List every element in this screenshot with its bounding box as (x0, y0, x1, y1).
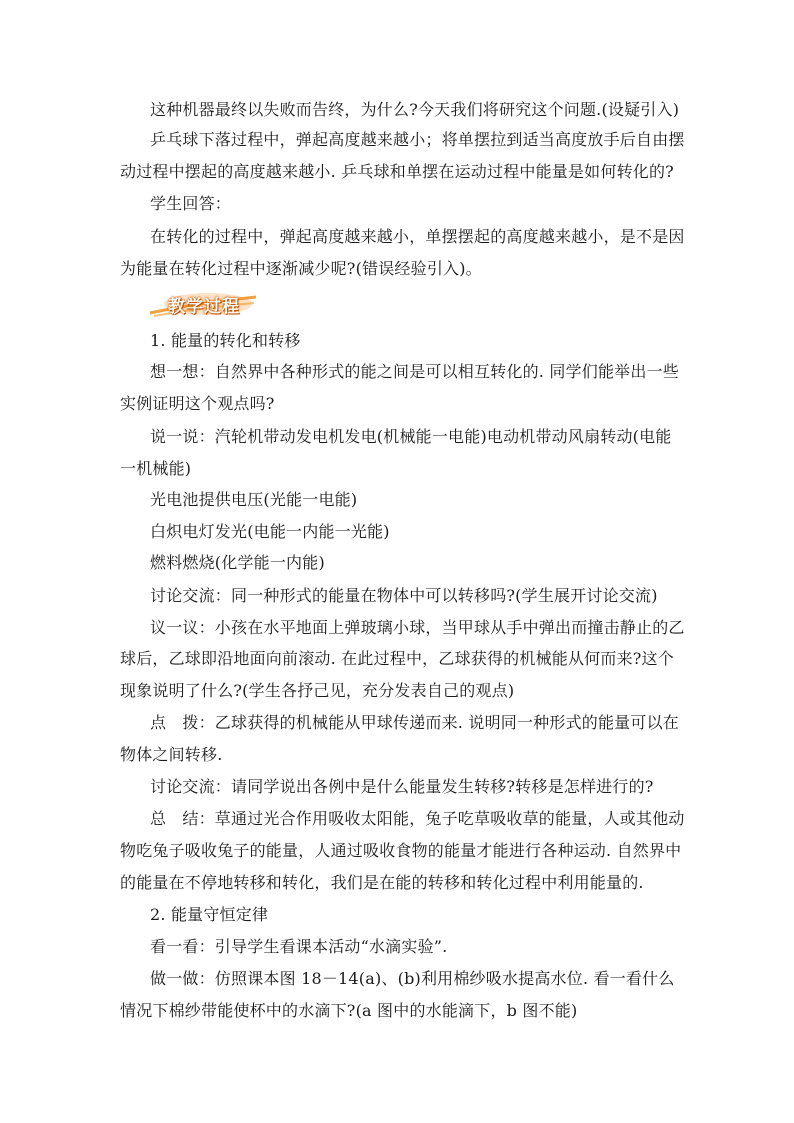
s1-line-4: 一机械能) (120, 459, 192, 478)
s1-line-9: 议一议：小孩在水平地面上弹玻璃小球，当甲球从手中弹出而撞击静止的乙 (150, 618, 685, 637)
s2-line-3: 情况下棉纱带能使杯中的水滴下?(a 图中的水能滴下，b 图不能) (120, 1001, 578, 1020)
s2-line-1: 看一看：引导学生看课本活动“水滴实验”. (150, 937, 448, 956)
s1-line-7: 燃料燃烧(化学能一内能) (150, 553, 325, 572)
intro-line-3: 动过程中摆起的高度越来越小. 乒乓球和单摆在运动过程中能量是如何转化的? (120, 162, 674, 181)
section-badge-label: 教学过程 (168, 297, 240, 317)
s1-line-13: 物体之间转移. (120, 745, 223, 764)
s1-line-3: 说一说：汽轮机带动发电机发电(机械能一电能)电动机带动风扇转动(电能 (150, 427, 672, 446)
s1-line-11: 现象说明了什么?(学生各抒己见，充分发表自己的观点) (120, 681, 515, 700)
s1-line-12: 点 拨：乙球获得的机械能从甲球传递而来. 说明同一种形式的能量可以在 (150, 713, 679, 732)
s1-line-6: 白炽电灯发光(电能一内能一光能) (150, 522, 390, 541)
s1-line-16: 物吃兔子吸收兔子的能量，人通过吸收食物的能量才能进行各种运动. 自然界中 (120, 841, 682, 860)
intro-line-6: 为能量在转化过程中逐渐减少呢?(错误经验引入)。 (120, 259, 482, 278)
s1-line-17: 的能量在不停地转移和转化，我们是在能的转移和转化过程中利用能量的. (120, 873, 644, 892)
s1-line-2: 实例证明这个观点吗? (120, 394, 275, 413)
section-2-title: 2. 能量守恒定律 (150, 905, 269, 924)
intro-line-5: 在转化的过程中，弹起高度越来越小，单摆摆起的高度越来越小，是不是因 (150, 227, 685, 246)
s1-line-5: 光电池提供电压(光能一电能) (150, 490, 358, 509)
s1-line-10: 球后，乙球即沿地面向前滚动. 在此过程中，乙球获得的机械能从何而来?这个 (120, 649, 674, 668)
s1-line-14: 讨论交流：请同学说出各例中是什么能量发生转移?转移是怎样进行的? (150, 777, 654, 796)
s1-line-8: 讨论交流：同一种形式的能量在物体中可以转移吗?(学生展开讨论交流) (150, 586, 658, 605)
s1-line-1: 想一想：自然界中各种形式的能之间是可以相互转化的. 同学们能举出一些 (150, 362, 679, 381)
s1-line-15: 总 结：草通过光合作用吸收太阳能，兔子吃草吸收草的能量，人或其他动 (150, 809, 685, 828)
intro-line-1: 这种机器最终以失败而告终，为什么?今天我们将研究这个问题.(设疑引入) (150, 100, 680, 119)
intro-line-2: 乒乓球下落过程中，弹起高度越来越小；将单摆拉到适当高度放手后自由摆 (150, 130, 685, 149)
intro-line-4: 学生回答： (150, 194, 232, 213)
section-badge (148, 291, 258, 317)
section-1-title: 1. 能量的转化和转移 (150, 331, 301, 350)
s2-line-2: 做一做：仿照课本图 18－14(a)、(b)利用棉纱吸水提高水位. 看一看什么 (150, 969, 675, 988)
